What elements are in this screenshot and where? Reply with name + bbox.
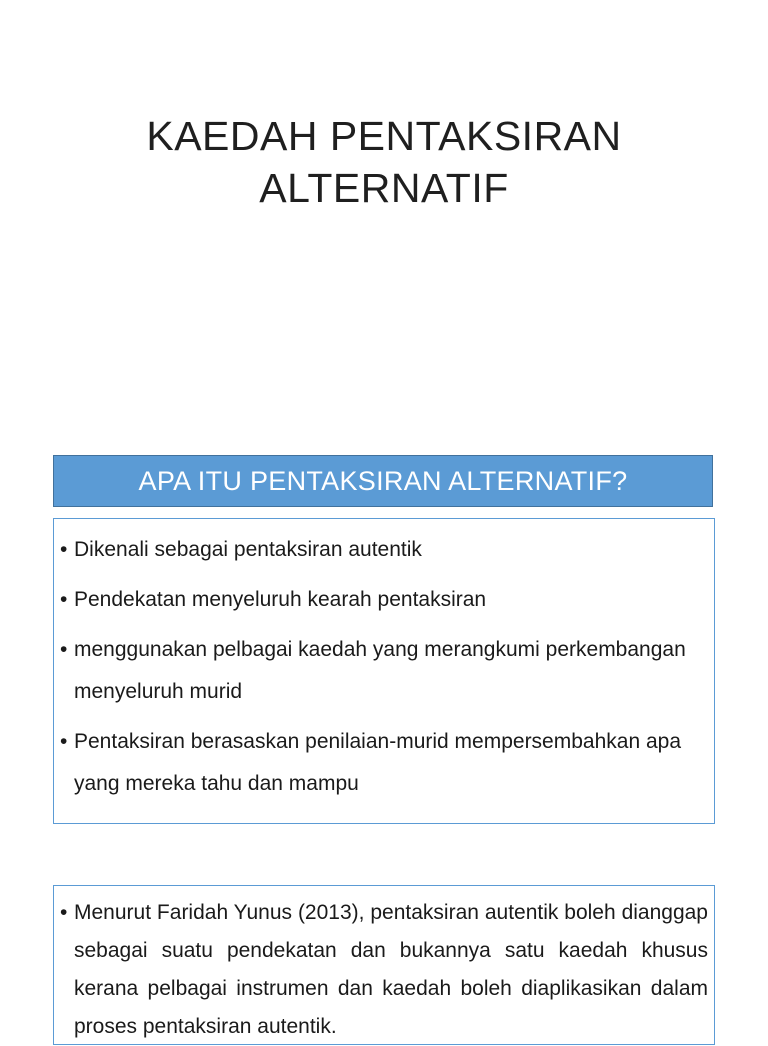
bullet-text: Pendekatan menyeluruh kearah pentaksiran [74,588,487,611]
bullet-item [60,579,706,621]
quote-text: Menurut Faridah Yunus (2013), pentaksiran autentik boleh dianggap sebagai suatu pendekatan dan bukannya satu kaedah khusus kerana pelbagai instrumen dan kaedah boleh diaplikasikan dalam proses pentaksiran autentik. [74,901,708,1038]
bullet-text: Pentaksiran berasaskan penilaian-murid mempersembahkan apa yang mereka tahu dan mampu [74,730,682,795]
slide-title-line-2: ALTERNATIF [259,165,509,211]
bullet-marker: • [60,638,68,661]
quote-bullet-box [53,885,715,1045]
section-heading-bar [53,455,713,507]
bullet-marker: • [60,901,68,924]
bullet-item [60,894,708,1046]
section-heading: APA ITU PENTAKSIRAN ALTERNATIF? [138,465,628,496]
bullet-marker: • [60,730,68,753]
bullet-item [60,529,706,571]
slide-title-line-1: KAEDAH PENTAKSIRAN [146,113,622,159]
definition-bullet-box [53,518,715,824]
bullet-marker: • [60,588,68,611]
bullet-item [60,629,706,713]
title-slide [0,0,768,400]
bullet-item [60,721,706,805]
bullet-marker: • [60,538,68,561]
slide-title [0,110,768,214]
bullet-text: menggunakan pelbagai kaedah yang merangkumi perkembangan menyeluruh murid [74,638,686,703]
bullet-text: Dikenali sebagai pentaksiran autentik [74,538,422,561]
